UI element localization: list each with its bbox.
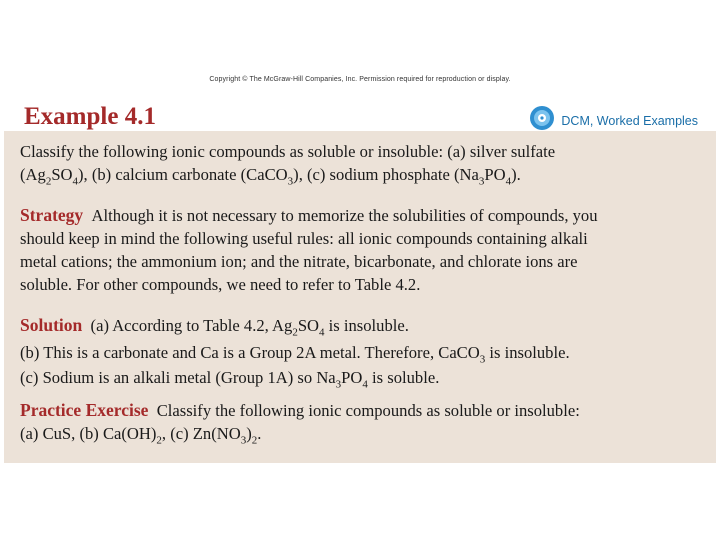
strategy-line-1: Strategy Although it is not necessary to memorize the solubilities of compounds, you: [20, 205, 598, 225]
example-title: Example 4.1: [24, 103, 156, 130]
solution-line-a: Solution (a) According to Table 4.2, $Ag_2SO_4$ is insoluble.: [20, 315, 409, 339]
example-header: [4, 95, 716, 131]
strategy-line-4: soluble. For other compounds, we need to refer to Table 4.2.: [20, 275, 421, 294]
solution-label: Solution: [20, 315, 83, 335]
strategy-line-3: metal cations; the ammonium ion; and the nitrate, bicarbonate, and chlorate ions are: [20, 252, 578, 271]
strategy-label: Strategy: [20, 205, 84, 225]
example-content-panel: [4, 131, 716, 463]
problem-statement-line-2: $(Ag_2SO_4)$, (b) calcium carbonate (CaCO$_3$), (c) sodium phosphate $(Na_3PO_4)$.: [20, 165, 521, 188]
practice-exercise-label: Practice Exercise: [20, 400, 149, 420]
problem-statement-line-1: Classify the following ionic compounds as soluble or insoluble: (a) silver sulfate: [20, 142, 556, 161]
copyright-notice: Copyright © The McGraw-Hill Companies, Inc. Permission required for reproduction or display.: [209, 76, 511, 83]
strategy-line-2: should keep in mind the following useful rules: all ionic compounds containing alkali: [20, 229, 588, 248]
solution-line-c: (c) Sodium is an alkali metal (Group 1A) so $Na_3PO_4$ is soluble.: [20, 368, 440, 391]
practice-line-1: Practice Exercise Classify the following ionic compounds as soluble or insoluble:: [20, 400, 580, 420]
practice-line-2: (a) CuS, (b) $Ca(OH)_2$, (c) $Zn(NO_3)_2$.: [20, 424, 262, 447]
dcm-label: DCM, Worked Examples: [561, 113, 698, 128]
solution-line-b: (b) This is a carbonate and Ca is a Group 2A metal. Therefore, CaCO$_3$ is insoluble.: [20, 343, 570, 366]
